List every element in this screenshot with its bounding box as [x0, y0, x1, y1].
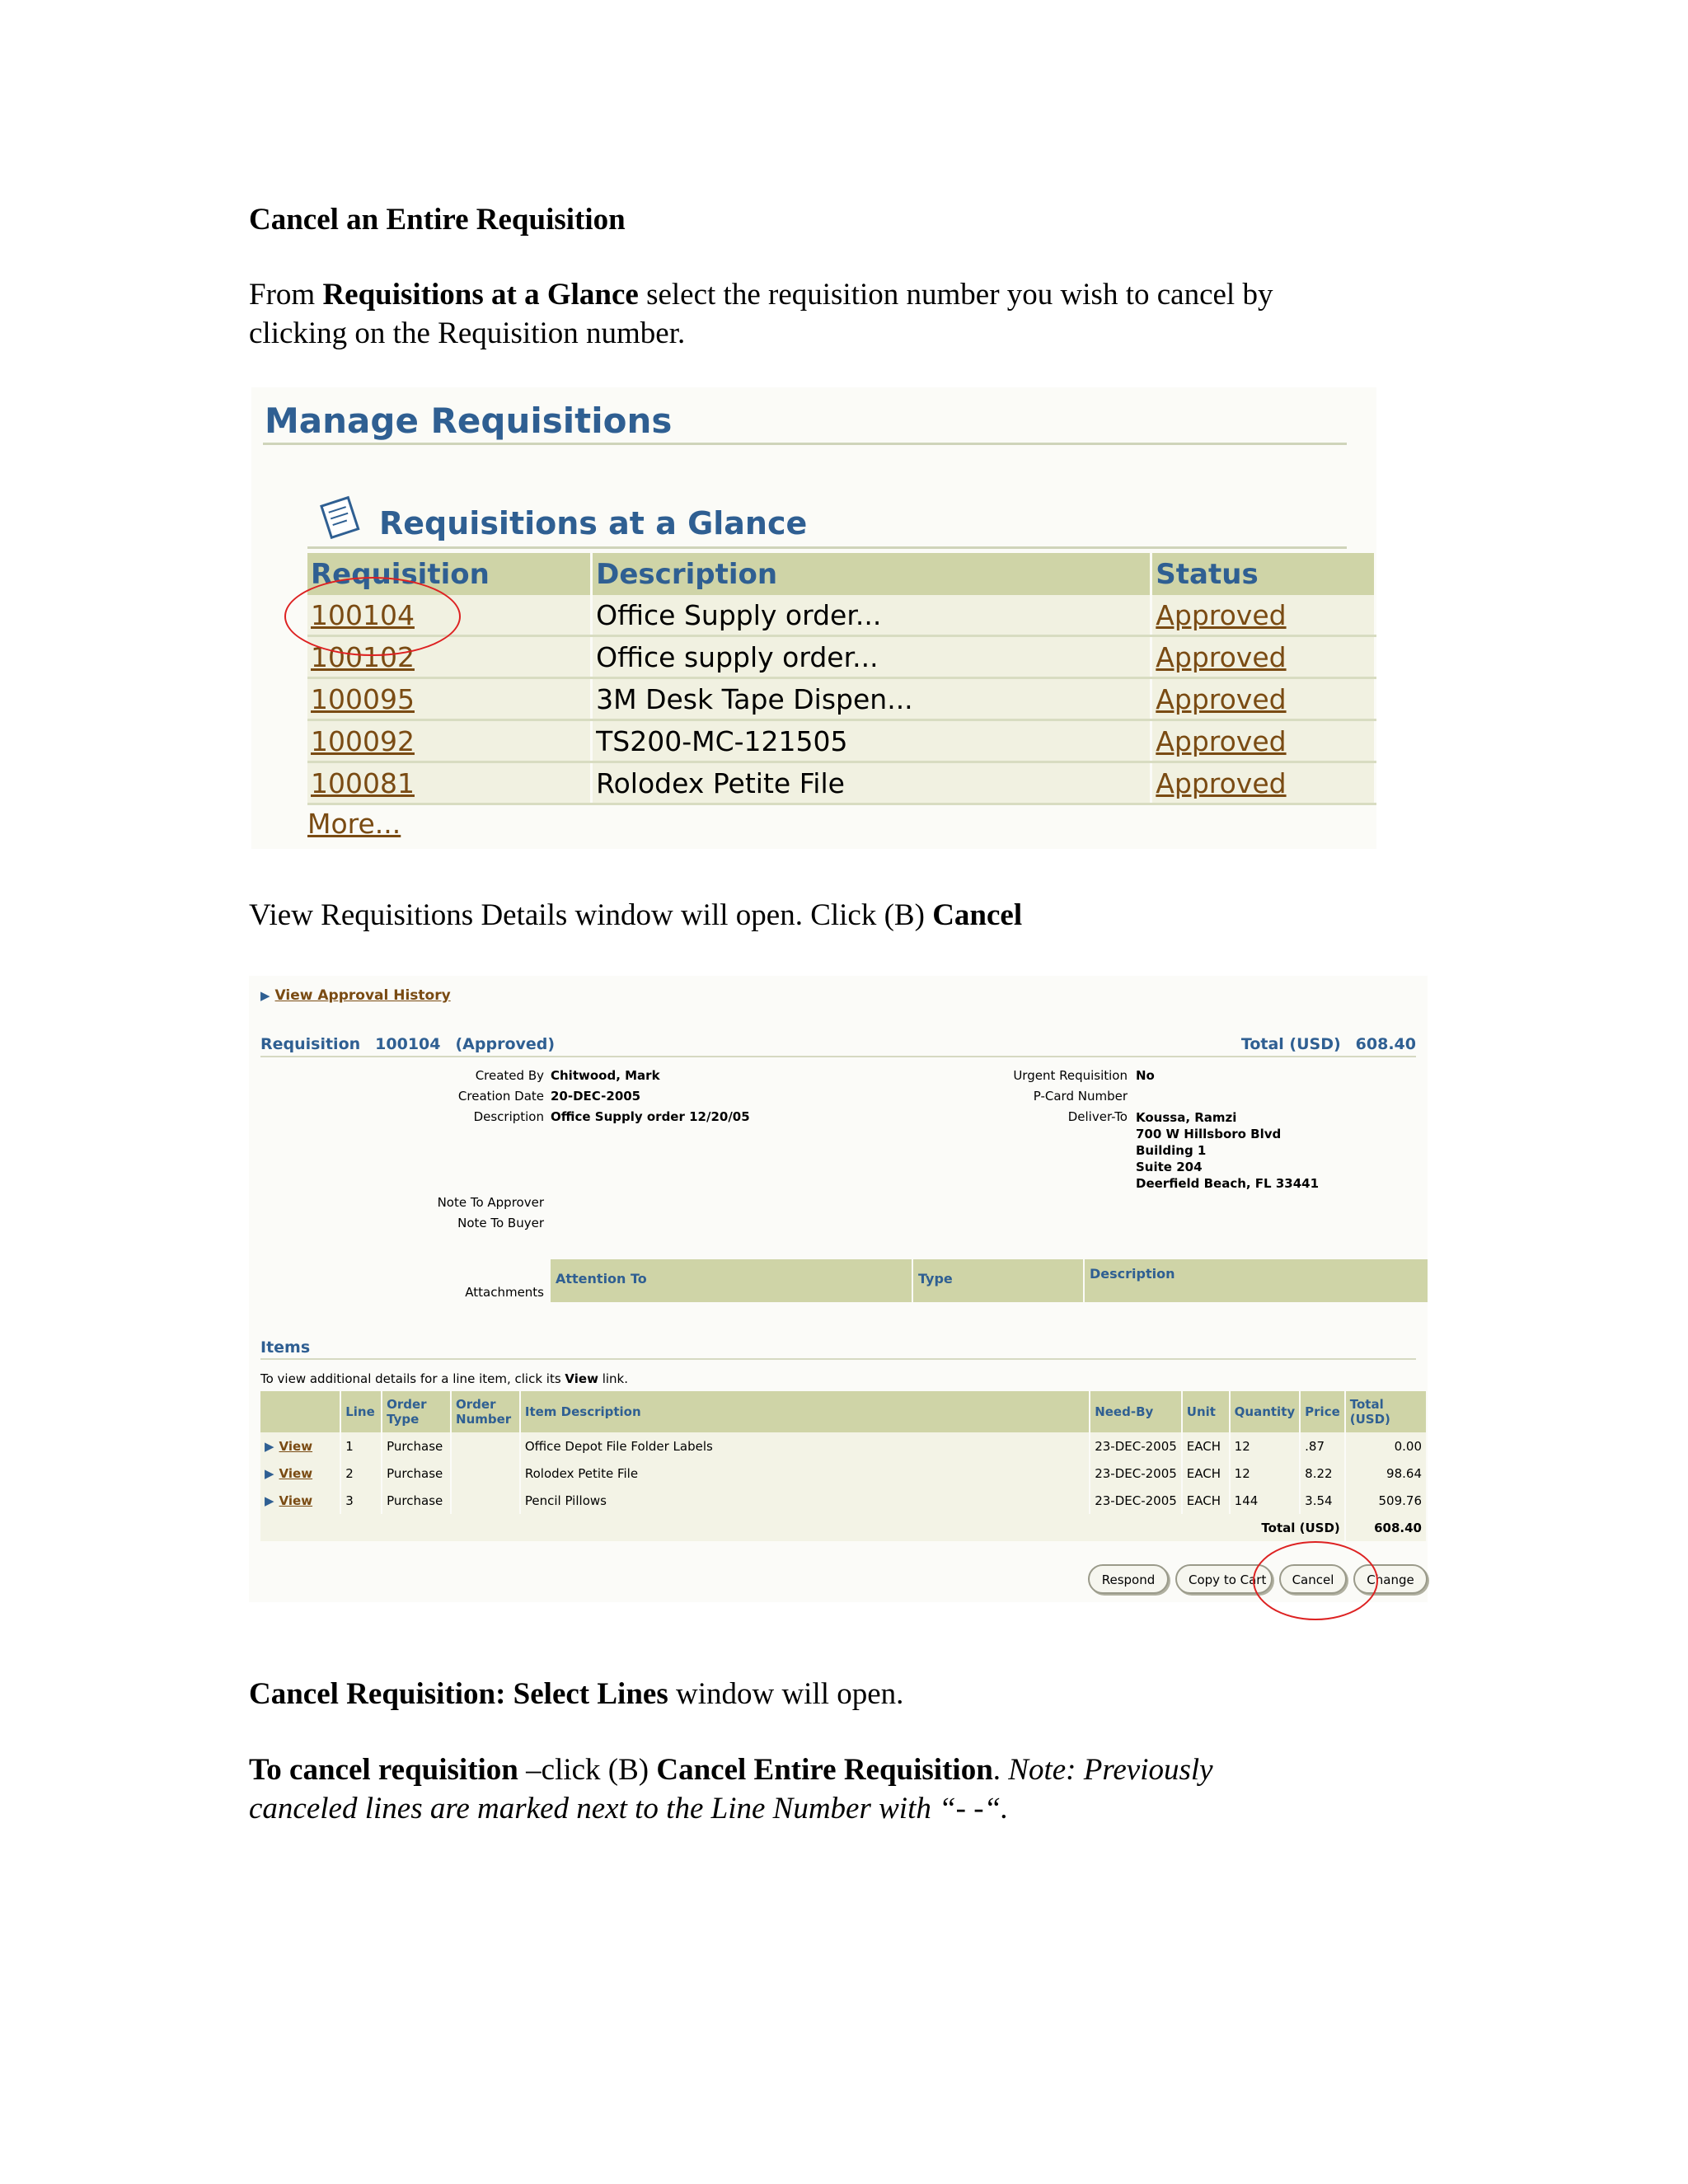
deliver-to-label: Deliver-To [1067, 1109, 1128, 1124]
note-to-buyer-label: Note To Buyer [457, 1216, 544, 1230]
step-text: window will open. [668, 1677, 904, 1711]
item-description-cell: Rolodex Petite File [520, 1460, 1090, 1487]
table-row [307, 762, 1376, 804]
deliver-to-address [1136, 1109, 1319, 1192]
requisition-label: Requisition [260, 1035, 361, 1053]
step-text: –click (B) [518, 1753, 657, 1787]
line-cell: 3 [340, 1487, 382, 1514]
type-header: Type [913, 1259, 1083, 1302]
glance-title: Requisitions at a Glance [379, 505, 808, 541]
requisition-link[interactable]: 100081 [311, 766, 415, 799]
disclosure-triangle-icon: ▶ [260, 988, 270, 1003]
table-row [260, 1432, 1427, 1460]
order-type-cell: Purchase [382, 1432, 451, 1460]
need-by-cell: 23-DEC-2005 [1090, 1460, 1182, 1487]
intro-paragraph [249, 275, 1273, 353]
items-note-text: To view additional details for a line item, click its [260, 1371, 565, 1386]
step-bold: Cancel [932, 898, 1023, 932]
column-header-order-type: Order Type [382, 1391, 451, 1432]
column-header-line: Line [340, 1391, 382, 1432]
created-by-value: Chitwood, Mark [551, 1068, 660, 1083]
status-link[interactable]: Approved [1156, 724, 1287, 757]
description-value: Office Supply order 12/20/05 [551, 1109, 750, 1124]
price-cell: 8.22 [1300, 1460, 1345, 1487]
order-number-cell [451, 1487, 520, 1514]
creation-date-value: 20-DEC-2005 [551, 1089, 641, 1104]
line-cell: 1 [340, 1432, 382, 1460]
address-line: Building 1 [1136, 1143, 1207, 1158]
table-row [307, 595, 1376, 636]
glance-divider [307, 546, 1347, 549]
column-header-unit: Unit [1182, 1391, 1230, 1432]
column-header-price: Price [1300, 1391, 1345, 1432]
note-italic: Note: Previously [1008, 1753, 1213, 1787]
requisition-number: 100104 [375, 1035, 441, 1053]
disclosure-triangle-icon[interactable]: ▶ [265, 1465, 274, 1481]
description-cell: Rolodex Petite File [592, 762, 1151, 804]
requisitions-table [307, 553, 1376, 805]
intro-text: From [249, 278, 323, 312]
step-bold: Cancel Requisition: Select Lines [249, 1677, 668, 1711]
table-row [307, 678, 1376, 720]
description-cell: Office supply order... [592, 636, 1151, 678]
intro-bold: Requisitions at a Glance [322, 278, 639, 312]
line-cell: 2 [340, 1460, 382, 1487]
unit-cell: EACH [1182, 1487, 1230, 1514]
change-button[interactable]: Change [1353, 1564, 1428, 1594]
order-number-cell [451, 1432, 520, 1460]
column-header-status[interactable]: Status [1151, 553, 1376, 595]
highlight-circle [1253, 1541, 1378, 1620]
manage-requisitions-title: Manage Requisitions [265, 401, 673, 441]
status-link[interactable]: Approved [1156, 766, 1287, 799]
quantity-cell: 12 [1230, 1432, 1301, 1460]
disclosure-triangle-icon[interactable]: ▶ [265, 1493, 274, 1508]
urgent-requisition-label: Urgent Requisition [1013, 1068, 1128, 1083]
quantity-cell: 12 [1230, 1460, 1301, 1487]
cancel-button[interactable]: Cancel [1279, 1564, 1347, 1594]
table-row [260, 1487, 1427, 1514]
price-cell: .87 [1300, 1432, 1345, 1460]
header-divider [260, 1056, 1416, 1057]
status-link[interactable]: Approved [1156, 598, 1287, 631]
status-link[interactable]: Approved [1156, 640, 1287, 673]
column-header-details [260, 1391, 340, 1432]
page-heading: Cancel an Entire Requisition [249, 203, 626, 237]
step-paragraph-2 [249, 1675, 903, 1713]
total-cell: 509.76 [1345, 1487, 1427, 1514]
created-by-label: Created By [475, 1068, 544, 1083]
items-total-value: 608.40 [1345, 1514, 1427, 1541]
items-instructions [260, 1371, 628, 1386]
address-line: Koussa, Ramzi [1136, 1110, 1237, 1125]
requisition-link[interactable]: 100095 [311, 682, 415, 715]
unit-cell: EACH [1182, 1432, 1230, 1460]
column-header-requisition[interactable]: Requisition [307, 553, 592, 595]
requisition-status: (Approved) [455, 1035, 556, 1053]
items-note-text-2: link. [598, 1371, 629, 1386]
column-header-quantity: Quantity [1230, 1391, 1301, 1432]
quantity-cell: 144 [1230, 1487, 1301, 1514]
respond-button[interactable]: Respond [1088, 1564, 1169, 1594]
items-table [260, 1391, 1428, 1541]
total-label: Total (USD) [1240, 1035, 1341, 1053]
creation-date-label: Creation Date [457, 1089, 544, 1104]
view-link[interactable]: View [279, 1493, 313, 1508]
requisition-link[interactable]: 100092 [311, 724, 415, 757]
item-description-cell: Pencil Pillows [520, 1487, 1090, 1514]
order-number-cell [451, 1460, 520, 1487]
attachment-description-header: Description [1085, 1259, 1428, 1302]
description-label: Description [473, 1109, 544, 1124]
view-link[interactable]: View [279, 1465, 313, 1481]
column-header-description[interactable]: Description [592, 553, 1151, 595]
step-text-2: . [992, 1753, 1009, 1787]
step-bold: To cancel requisition [249, 1753, 518, 1787]
title-divider [263, 443, 1347, 445]
attachments-label: Attachments [465, 1285, 544, 1300]
order-type-cell: Purchase [382, 1487, 451, 1514]
requisition-details-screenshot [249, 976, 1428, 1602]
approval-history-link[interactable]: View Approval History [274, 987, 451, 1004]
requisition-link[interactable]: 100102 [311, 640, 415, 673]
step-paragraph-1 [249, 896, 1022, 935]
disclosure-triangle-icon[interactable]: ▶ [265, 1438, 274, 1454]
total-cell: 0.00 [1345, 1432, 1427, 1460]
note-italic-line2: canceled lines are marked next to the Line Number with “- -“. [249, 1792, 1009, 1825]
items-note-bold: View [565, 1371, 598, 1386]
step-paragraph-3 [249, 1750, 1213, 1828]
items-divider [260, 1358, 1416, 1360]
intro-text-2: select the requisition number you wish to cancel by [638, 278, 1273, 312]
items-total-row [260, 1514, 1427, 1541]
column-header-order-number: Order Number [451, 1391, 520, 1432]
column-header-item-description: Item Description [520, 1391, 1090, 1432]
view-link[interactable]: View [279, 1438, 313, 1454]
address-line: Deerfield Beach, FL 33441 [1136, 1176, 1320, 1191]
address-line: Suite 204 [1136, 1160, 1203, 1174]
column-header-total: Total (USD) [1345, 1391, 1427, 1432]
items-section-title: Items [260, 1338, 311, 1357]
intro-text-line2: clicking on the Requisition number. [249, 316, 686, 350]
item-description-cell: Office Depot File Folder Labels [520, 1432, 1090, 1460]
unit-cell: EACH [1182, 1460, 1230, 1487]
copy-to-cart-button[interactable]: Copy to Cart [1175, 1564, 1273, 1594]
requisition-header [260, 1035, 570, 1053]
attention-to-header: Attention To [551, 1259, 912, 1302]
price-cell: 3.54 [1300, 1487, 1345, 1514]
requisition-link[interactable]: 100104 [311, 598, 415, 631]
description-cell: TS200-MC-121505 [592, 720, 1151, 762]
document-list-icon [317, 494, 362, 539]
step-text: View Requisitions Details window will open. Click (B) [249, 898, 933, 932]
need-by-cell: 23-DEC-2005 [1090, 1487, 1182, 1514]
order-type-cell: Purchase [382, 1460, 451, 1487]
more-link[interactable]: More... [307, 808, 401, 840]
table-row [307, 720, 1376, 762]
urgent-requisition-value: No [1136, 1068, 1155, 1083]
status-link[interactable]: Approved [1156, 682, 1287, 715]
step-bold-2: Cancel Entire Requisition [656, 1753, 993, 1787]
approval-history-toggle[interactable] [260, 987, 451, 1004]
total-value: 608.40 [1355, 1035, 1416, 1053]
pcard-number-label: P-Card Number [1033, 1089, 1128, 1104]
description-cell: Office Supply order... [592, 595, 1151, 636]
note-to-approver-label: Note To Approver [437, 1195, 544, 1210]
table-row [260, 1460, 1427, 1487]
requisition-total [1226, 1035, 1416, 1053]
address-line: 700 W Hillsboro Blvd [1136, 1127, 1282, 1141]
items-total-label: Total (USD) [260, 1514, 1345, 1541]
highlight-circle [284, 577, 461, 656]
column-header-need-by: Need-By [1090, 1391, 1182, 1432]
description-cell: 3M Desk Tape Dispen... [592, 678, 1151, 720]
table-row [307, 636, 1376, 678]
need-by-cell: 23-DEC-2005 [1090, 1432, 1182, 1460]
total-cell: 98.64 [1345, 1460, 1427, 1487]
